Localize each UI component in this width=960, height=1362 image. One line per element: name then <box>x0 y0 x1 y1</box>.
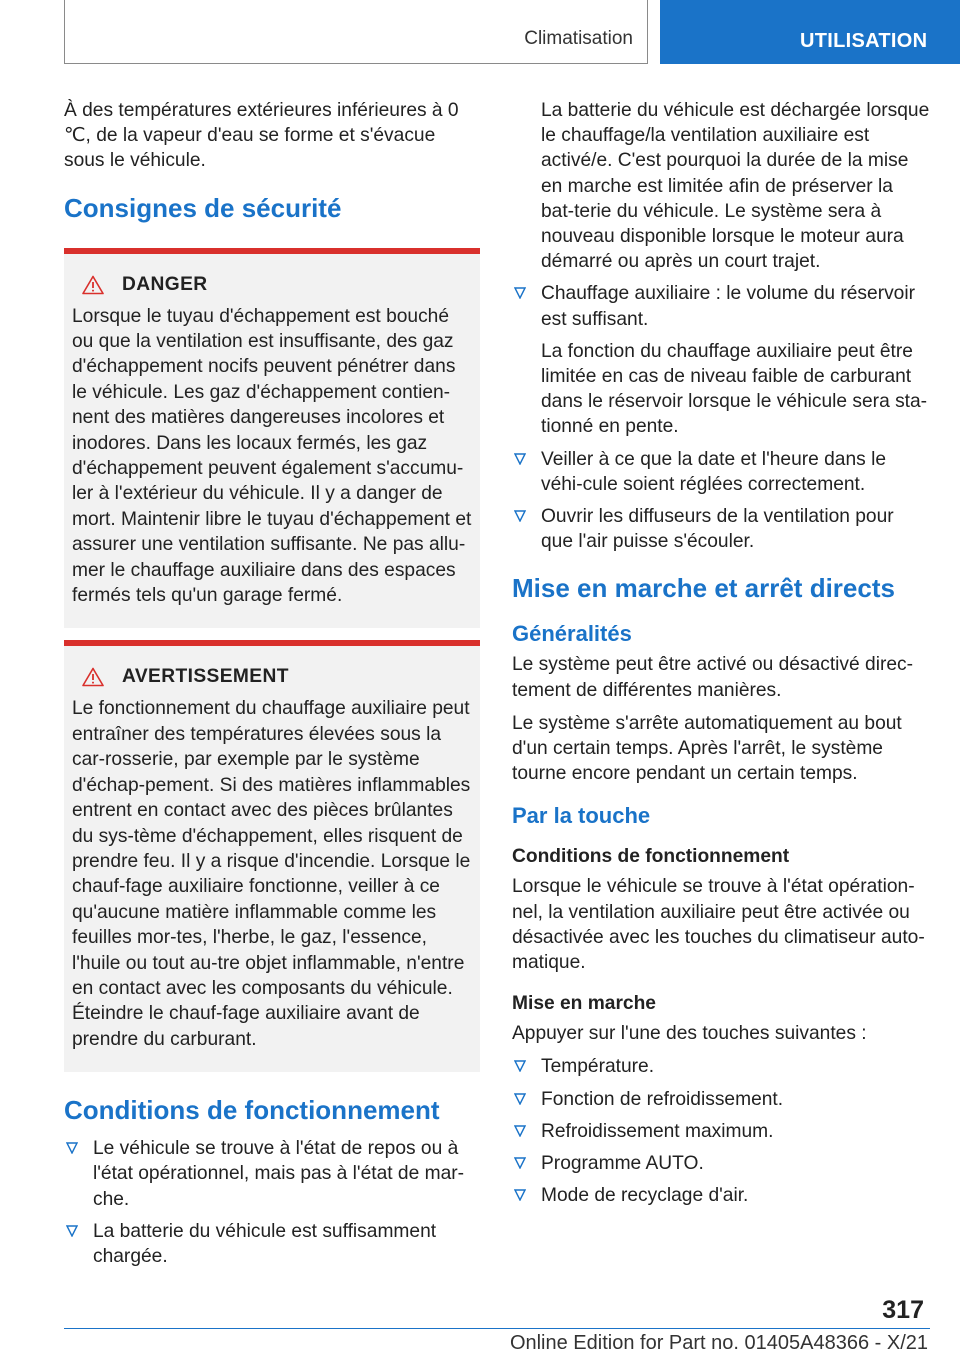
section-title: Climatisation <box>524 28 633 49</box>
conditions-heading: Conditions de fonctionnement <box>64 1095 440 1126</box>
direct-heading: Mise en marche et arrêt directs <box>512 573 895 604</box>
general-paragraph-1: Le système peut être activé ou désactivé direc-tement de différentes manières. <box>512 654 914 701</box>
list-item: Mode de recyclage d'air. <box>512 1183 930 1208</box>
key-heading: Par la touche <box>512 803 651 829</box>
chapter-tab <box>660 0 960 64</box>
keys-list <box>512 1054 930 1208</box>
warning-triangle-icon <box>82 275 104 295</box>
intro-paragraph: À des températures extérieures inférieures à 0 ℃, de la vapeur d'eau se forme et s'évacue sous le véhicule. <box>64 100 459 172</box>
requirements-list <box>512 281 930 331</box>
warning-box <box>64 640 480 1072</box>
page-number: 317 <box>882 1296 924 1324</box>
tank-note: La fonction du chauffage auxiliaire peut être limitée en cas de niveau faible de carburant dans le réservoir lorsque le véhicule sera sta-tionné en pente. <box>541 340 928 438</box>
triangle-bullet-icon <box>514 453 526 465</box>
list-item: La batterie du véhicule est suffisamment chargée. <box>64 1219 480 1269</box>
header-section-box <box>64 0 648 64</box>
triangle-bullet-icon <box>66 1225 78 1237</box>
triangle-bullet-icon <box>514 1157 526 1169</box>
list-item: Chauffage auxiliaire : le volume du réservoir est suffisant. <box>512 281 930 331</box>
danger-text: Lorsque le tuyau d'échappement est bouché ou que la ventilation est insuffisante, des gaz d'échappement nocifs peuvent pénétrer dans le véhicule. Les gaz d'échappement contien-nent des matières dangereuses incolores et inodores. Dans les locaux fermés, les gaz d'échappement peuvent également s'accumu-ler à l'extérieur du véhicule. Il y a danger de mort. Maintenir libre le tuyau d'échappement et assurer une ventilation suffisante. Ne pas allu-mer le chauffage auxiliaire dans des espaces fermés tels qu'un garage fermé. <box>72 305 472 607</box>
triangle-bullet-icon <box>66 1142 78 1154</box>
battery-note: La batterie du véhicule est déchargée lorsque le chauffage/la ventilation auxiliaire est activé/e. C'est pourquoi la durée de la mise en marche est limitée afin de préserver la bat-terie du véhicule. Le système sera à nouveau disponible lorsque le moteur aura démarré ou après un court trajet. <box>541 100 930 273</box>
edition-text: Online Edition for Part no. 01405A48366 - X/21 <box>509 1332 928 1354</box>
chapter-tab-label: UTILISATION <box>800 30 928 52</box>
danger-box <box>64 248 480 629</box>
triangle-bullet-icon <box>514 287 526 299</box>
warning-title: AVERTISSEMENT <box>122 666 289 688</box>
warning-text: Le fonctionnement du chauffage auxiliaire peut entraîner des températures élevées sous la car-rosserie, par exemple par le système d'échap-pement. Si des matières inflammables entrent en contact avec des pièces brûlantes du sys-tème d'échappement, elles risquent de prendre feu. Il y a risque d'incendie. Lorsque le chauf-fage auxiliaire fonctionne, veiller à ce qu'aucune matière inflammable comme les feuilles mor-tes, l'herbe, le gaz, l'essence, l'huile ou tout au-tre objet inflammable, n'entre en contact avec les composants du véhicule. Éteindre le chauf-fage auxiliaire avant de prendre du carburant. <box>72 698 471 1050</box>
triangle-bullet-icon <box>514 1189 526 1201</box>
left-column <box>64 98 480 1276</box>
triangle-bullet-icon <box>514 1125 526 1137</box>
triangle-bullet-icon <box>514 1060 526 1072</box>
warning-triangle-icon <box>82 667 104 687</box>
triangle-bullet-icon <box>514 510 526 522</box>
warning-title-row <box>72 666 472 688</box>
right-column <box>512 98 930 1216</box>
list-item: Refroidissement maximum. <box>512 1119 930 1144</box>
switch-on-text: Appuyer sur l'une des touches suivantes : <box>512 1023 867 1045</box>
list-item: Le véhicule se trouve à l'état de repos ou à l'état opérationnel, mais pas à l'état de mar-che. <box>64 1136 480 1212</box>
requirements-list-2 <box>512 447 930 555</box>
footer-divider <box>64 1328 930 1329</box>
safety-heading: Consignes de sécurité <box>64 192 342 223</box>
conditions-list <box>64 1136 480 1269</box>
list-item: Fonction de refroidissement. <box>512 1087 930 1112</box>
danger-title: DANGER <box>122 273 208 295</box>
list-item: Ouvrir les diffuseurs de la ventilation pour que l'air puisse s'écouler. <box>512 504 930 554</box>
triangle-bullet-icon <box>514 1093 526 1105</box>
op-conditions-text: Lorsque le véhicule se trouve à l'état opération-nel, la ventilation auxiliaire peut être activée ou désactivée avec les touches du climatiseur auto-matique. <box>512 876 925 974</box>
danger-title-row <box>72 274 472 296</box>
op-conditions-heading: Conditions de fonctionnement <box>512 846 790 868</box>
list-item: Programme AUTO. <box>512 1151 930 1176</box>
general-paragraph-2: Le système s'arrête automatiquement au bout d'un certain temps. Après l'arrêt, le système tourne encore pendant un certain temps. <box>512 712 902 785</box>
general-heading: Généralités <box>512 621 632 647</box>
list-item: Température. <box>512 1054 930 1079</box>
switch-on-heading: Mise en marche <box>512 993 656 1015</box>
list-item: Veiller à ce que la date et l'heure dans le véhi-cule soient réglées correctement. <box>512 447 930 497</box>
